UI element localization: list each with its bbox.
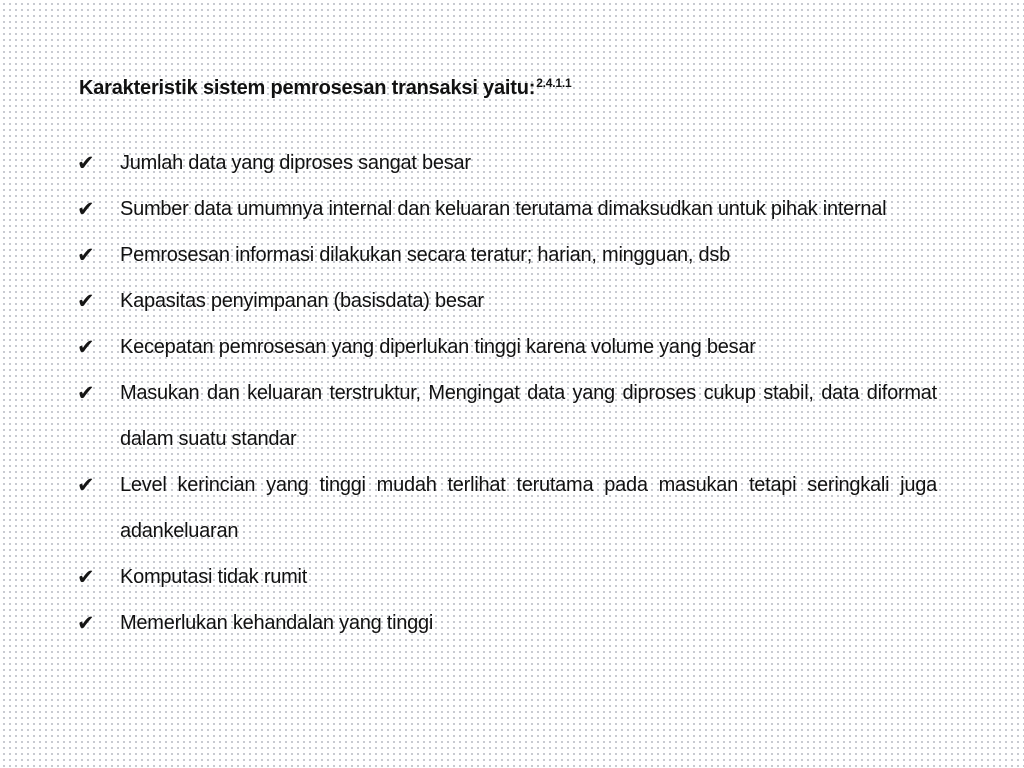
check-mark-icon: ✔ [77,335,95,359]
check-mark-icon: ✔ [77,473,95,497]
list-item-text: Jumlah data yang diproses sangat besar [120,152,471,174]
heading-reference: 2.4.1.1 [536,76,572,90]
list-item [75,140,937,186]
list-item [75,186,937,232]
list-item [75,278,937,324]
list-item [75,462,937,554]
list-item [75,232,937,278]
list-item-text: Kecepatan pemrosesan yang diperlukan tinggi karena volume yang besar [120,336,756,358]
check-mark-icon: ✔ [77,565,95,589]
list-item [75,370,937,462]
list-item-text: Masukan dan keluaran terstruktur, Mengingat data yang diproses cukup stabil, data diformat dalam suatu standar [120,382,937,450]
list-item-text: Memerlukan kehandalan yang tinggi [120,612,434,634]
check-mark-icon: ✔ [77,151,95,175]
check-mark-icon: ✔ [77,289,95,313]
list-item-text: Kapasitas penyimpanan (basisdata) besar [120,290,484,312]
slide-heading [79,74,572,102]
list-item-text: Level kerincian yang tinggi mudah terlihat terutama pada masukan tetapi seringkali juga adankeluaran [120,474,937,542]
check-mark-icon: ✔ [77,197,95,221]
check-mark-icon: ✔ [77,381,95,405]
list-item [75,600,937,646]
characteristics-list [75,140,937,646]
heading-text: Karakteristik sistem pemrosesan transaksi yaitu: [79,77,536,99]
list-item-text: Pemrosesan informasi dilakukan secara teratur; harian, mingguan, dsb [120,244,730,266]
list-item [75,324,937,370]
check-mark-icon: ✔ [77,611,95,635]
list-item [75,554,937,600]
list-item-text: Sumber data umumnya internal dan keluaran terutama dimaksudkan untuk pihak internal [120,198,887,220]
check-mark-icon: ✔ [77,243,95,267]
list-item-text: Komputasi tidak rumit [120,566,308,588]
